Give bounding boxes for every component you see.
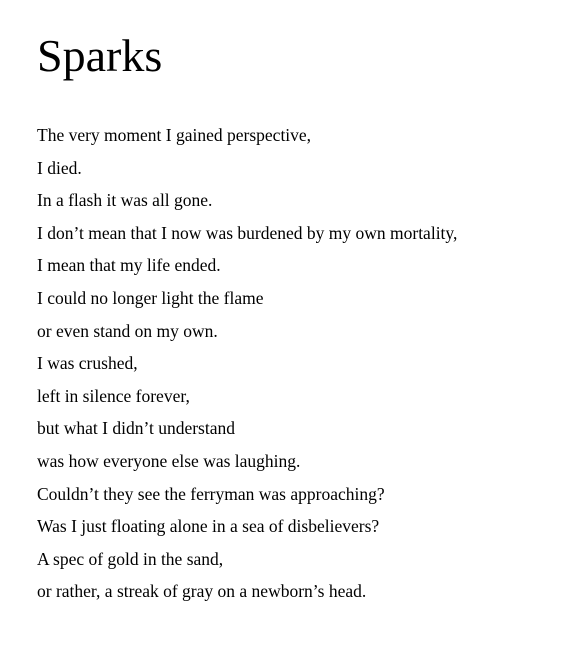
poem-line: I don’t mean that I now was burdened by my own mortality, [37,222,458,243]
poem-line: I could no longer light the flame [37,287,264,308]
poem-line: was how everyone else was laughing. [37,450,301,471]
poem-line: I mean that my life ended. [37,255,221,276]
poem-title: Sparks [37,30,163,81]
poem-body [37,122,457,611]
poem-line: In a flash it was all gone. [37,190,213,211]
poem-line: The very moment I gained perspective, [37,125,312,145]
poem-line: Was I just floating alone in a sea of disbelievers? [37,516,380,537]
poem-line: or rather, a streak of gray on a newborn’s head. [37,581,367,602]
poem-line: or even stand on my own. [37,320,218,341]
poem-line: left in silence forever, [37,385,190,406]
poem-line: I died. [37,157,82,178]
poem-line: Couldn’t they see the ferryman was approaching? [37,483,385,504]
poem-line: A spec of gold in the sand, [37,548,224,569]
poem-line: I was crushed, [37,353,138,374]
poem-line: but what I didn’t understand [37,418,235,439]
